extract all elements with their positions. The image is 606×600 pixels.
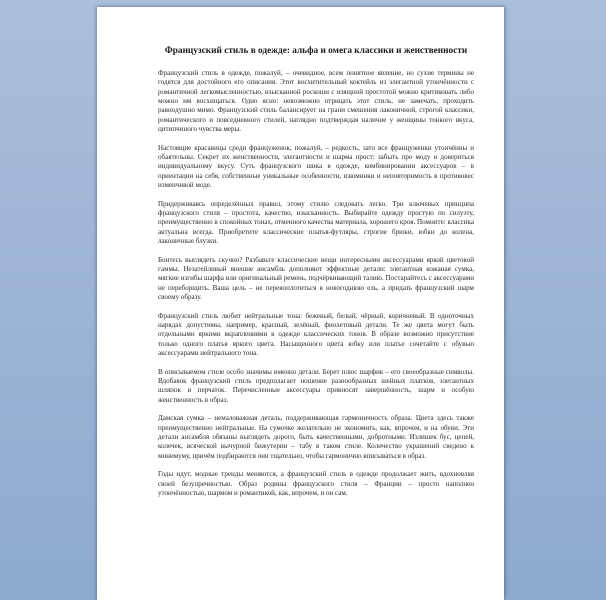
- paragraph-5: Французский стиль любит нейтральные тона: бежевый, белый, чёрный, коричневый. В одноточных нарядах допустимы, например, красный, зелёный, фиолетовый детали. Те же цвета могут быть отдельными яркими вкраплениями в одежде классических тонов. В образе возможно присутствие только одного платья яркого цвета. Насыщенного цвета юбку или платье сочетайте с обувью аксессуарами нейтрального тона.: [158, 311, 474, 358]
- document-page: [97, 7, 504, 600]
- paragraph-3: Придерживаясь определённых правил, этому стилю следовать легко. Три ключевых принципа французского стиля – простота, качество, изысканность. Выбирайте одежду простую по силуэту, преимущественно в спокойных тонах, отменного качества материала, хорошего кроя. Помните: классика актуальна всегда. Приобретите классические платья-футляры, строгие брюки, юбки до колена, лаконичные блузки.: [158, 199, 474, 246]
- paragraph-7: Дамская сумка – немаловажная деталь, поддерживающая гармоничность образа. Цвета здесь также преимущественно нейтральные. На сумочке желательно не экономить, как, впрочем, и на обуви. Эти детали ансамбля обязаны выглядеть дорого, быть качественными, добротными. Излишек бус, цепей, колечек, всяческой вычурной бижутерии – табу в таком стиле. Количество украшений сведено к минимуму, причём подбираются они тщательно, чтобы гармонично вписываться в образ.: [158, 414, 474, 460]
- paragraph-4: Боитесь выглядеть скучно? Разбавьте классические вещи интересными аксессуарами яркой цветовой гаммы. Незатейливый внешне ансамбль дополняют эффектные детали: элегантная кожаная сумка, мягкие изгибы шарфа или оригинальный ремень, подчёркивающий талию. Постарайтесь с аксессуарами не переборщить. Ваша цель – не перевоплотиться в новогоднюю ель, а придать французский шарм своему образу.: [158, 255, 474, 302]
- paragraph-8: Годы идут, модные тренды меняются, а французский стиль в одежде продолжает жить, вдохновляя своей безупречностью. Образ родины французского стиля – Франции – просто наполнен утончённостью, шармом и романтикой, как, впрочем, и он сам.: [158, 470, 474, 498]
- paragraph-2: Настоящие красавицы среди француженок, пожалуй, – редкость, зато все француженки утончённы и обаятельны. Секрет их женственности, элегантности и шарма прост: забыть про моду и довериться индивидуальному вкусу. Суть французского шика в одежде, комбинировании аксессуаров – в ориентации на себя, собственные уникальные особенности, изюминки и неповторимость в противовес изменчивой моде.: [158, 143, 474, 190]
- document-title: Французский стиль в одежде: альфа и омега классики и женственности: [164, 46, 468, 56]
- paragraph-6: В описываемом стиле особо значимы именно детали. Берет плюс шарфик – его своеобразные символы. Вдобавок французский стиль предполагает ношение разнообразных шейных платков, элегантных шляпок и перчаток. Перечисленные аксессуары привносят завершённость, шарм и особую женственность в образ.: [158, 367, 474, 404]
- paragraph-1: Французский стиль в одежде, пожалуй, – очевидное, всем понятное явление, но сухие термины не годятся для достойного его описания. Этот восхитительный коктейль из элегантной утончённости с романтичной легкомысленностью, изысканной роскоши с изящной простотой можно критиковать либо можно им восхищаться. Одно ясно: невозможно отрицать этот стиль, не замечать, проходить равнодушно мимо. Французский стиль балансирует на грани смешения лаконичной, строгой классики, романтического и повседневного стилей, наглядно подтверждая наличие у женщины тонкого вкуса, цитипчиного чувства меры.: [158, 69, 474, 134]
